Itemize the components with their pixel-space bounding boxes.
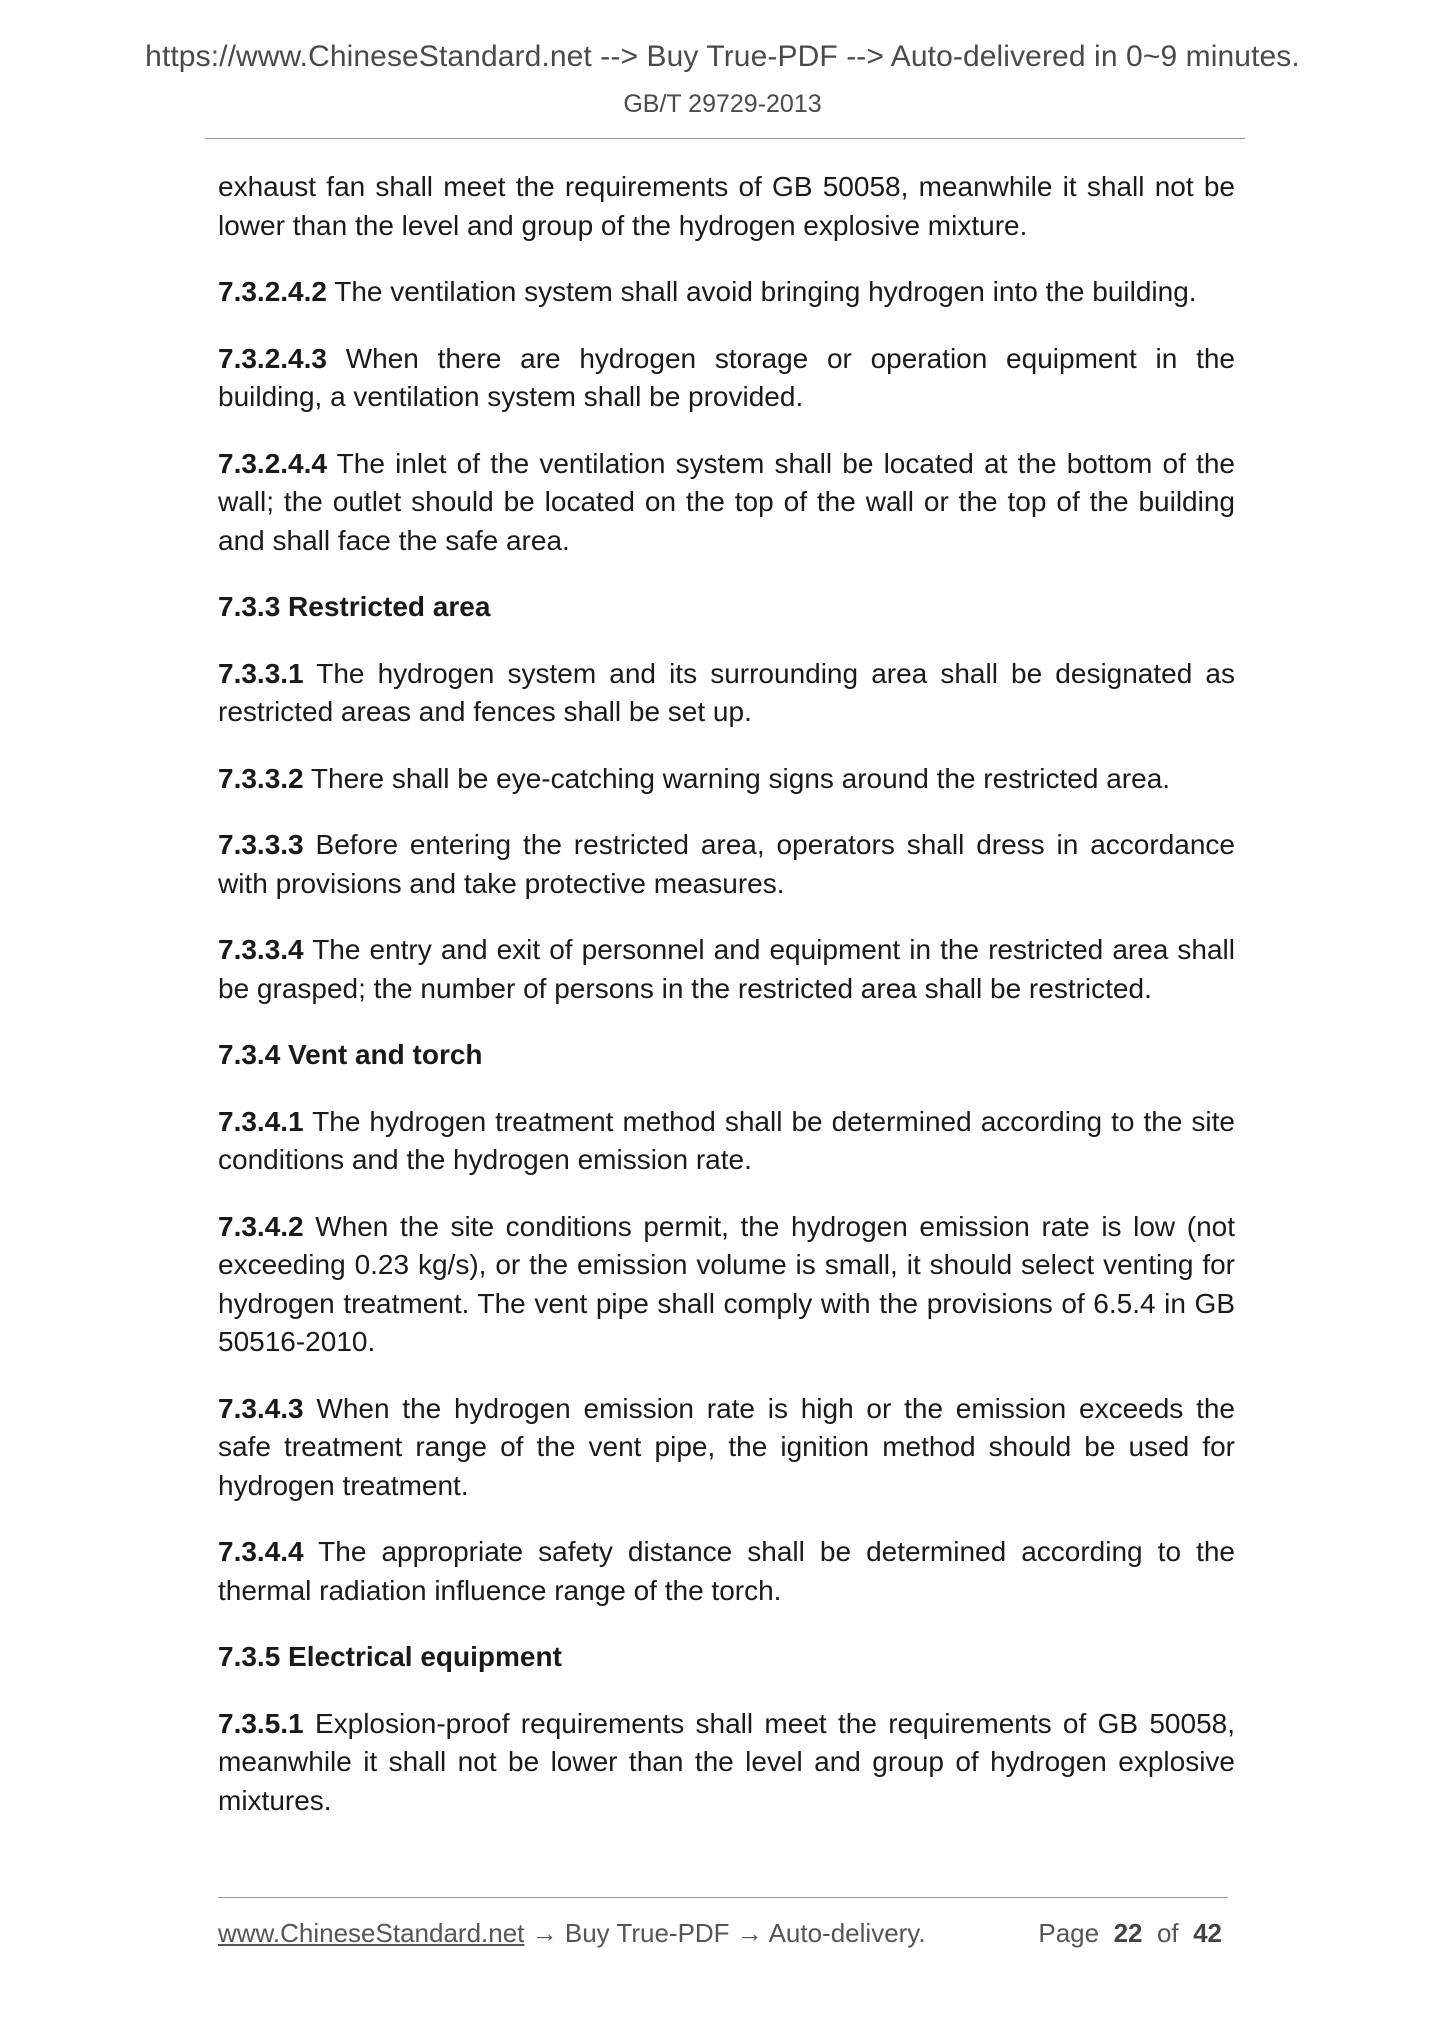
clause-number: 7.3.4.1 [218, 1105, 304, 1137]
section-heading-restricted-area: 7.3.3 Restricted area [218, 591, 491, 622]
clause-number: 7.3.2.4.2 [218, 276, 327, 307]
page-indicator [1038, 1918, 1222, 1949]
header-divider [205, 138, 1245, 139]
clause-number: 7.3.4.2 [218, 1210, 304, 1242]
clause-text: There shall be eye-catching warning signs around the restricted area. [303, 762, 1171, 794]
clause-7-3-4-4 [218, 1533, 1235, 1610]
footer-promo [218, 1918, 926, 1949]
clause-7-3-3-1 [218, 655, 1235, 732]
clause-text: The entry and exit of personnel and equipment in the restricted area shall be grasped; the number of persons in the restricted area shall be restricted. [218, 934, 1235, 1004]
clause-number: 7.3.3.4 [218, 934, 304, 965]
current-page-number: 22 [1113, 1918, 1143, 1948]
clause-text: When the hydrogen emission rate is high or the emission exceeds the safe treatment range of the vent pipe, the ignition method should be used for hydrogen treatment. [218, 1392, 1235, 1501]
footer-divider [218, 1897, 1228, 1898]
document-body [218, 168, 1235, 1848]
clause-number: 7.3.3.3 [218, 829, 304, 860]
clause-text: The ventilation system shall avoid bringing hydrogen into the building. [326, 276, 1197, 307]
clause-text: The hydrogen system and its surrounding area shall be designated as restricted areas and fences shall be set up. [218, 657, 1235, 727]
page-label: Page [1038, 1918, 1100, 1948]
clause-text: Explosion-proof requirements shall meet the requirements of GB 50058, meanwhile it shall not be lower than the level and group of hydrogen explosive mixtures. [218, 1707, 1235, 1816]
clause-7-3-2-4-3 [218, 340, 1235, 417]
clause-number: 7.3.3.1 [218, 657, 304, 689]
footer-promo-text: → Buy True-PDF → Auto-delivery. [524, 1918, 926, 1948]
clause-text: The inlet of the ventilation system shall be located at the bottom of the wall; the outlet should be located on the top of the wall or the top of the building and shall face the safe area. [218, 447, 1235, 556]
total-page-count: 42 [1193, 1918, 1222, 1948]
clause-text: The appropriate safety distance shall be determined according to the thermal radiation influence range of the torch. [218, 1536, 1235, 1606]
of-label: of [1156, 1918, 1179, 1948]
clause-7-3-2-4-2 [218, 273, 1235, 312]
clause-number: 7.3.3.2 [218, 762, 304, 794]
clause-7-3-2-4-4 [218, 445, 1235, 561]
paragraph-continuation: exhaust fan shall meet the requirements of GB 50058, meanwhile it shall not be lower than the level and group of the hydrogen explosive mixture. [218, 171, 1235, 241]
clause-number: 7.3.2.4.4 [218, 447, 327, 479]
clause-text: When there are hydrogen storage or operation equipment in the building, a ventilation system shall be provided. [218, 342, 1235, 412]
standard-code: GB/T 29729-2013 [623, 90, 822, 118]
clause-text: Before entering the restricted area, operators shall dress in accordance with provisions and take protective measures. [218, 829, 1235, 899]
clause-number: 7.3.2.4.3 [218, 342, 327, 374]
clause-7-3-3-4 [218, 931, 1235, 1008]
page-footer [218, 1918, 1228, 1954]
clause-number: 7.3.5.1 [218, 1707, 304, 1739]
section-heading-electrical-equipment: 7.3.5 Electrical equipment [218, 1641, 562, 1672]
clause-text: When the site conditions permit, the hydrogen emission rate is low (not exceeding 0.23 kg/s), or the emission volume is small, it should select venting for hydrogen treatment. The vent pipe shall comply with the provisions of 6.5.4 in GB 50516-2010. [218, 1210, 1235, 1357]
clause-number: 7.3.4.4 [218, 1536, 304, 1567]
clause-7-3-3-3 [218, 826, 1235, 903]
top-banner: https://www.ChineseStandard.net --> Buy True-PDF --> Auto-delivered in 0~9 minutes. [145, 40, 1300, 73]
clause-number: 7.3.4.3 [218, 1392, 304, 1424]
footer-site-link[interactable]: www.ChineseStandard.net [218, 1918, 525, 1948]
clause-7-3-5-1 [218, 1705, 1235, 1821]
clause-text: The hydrogen treatment method shall be determined according to the site conditions and the hydrogen emission rate. [218, 1105, 1235, 1175]
clause-7-3-3-2 [218, 760, 1235, 799]
section-heading-vent-and-torch: 7.3.4 Vent and torch [218, 1039, 483, 1070]
clause-7-3-4-1 [218, 1103, 1235, 1180]
clause-7-3-4-2 [218, 1208, 1235, 1362]
clause-7-3-4-3 [218, 1390, 1235, 1506]
